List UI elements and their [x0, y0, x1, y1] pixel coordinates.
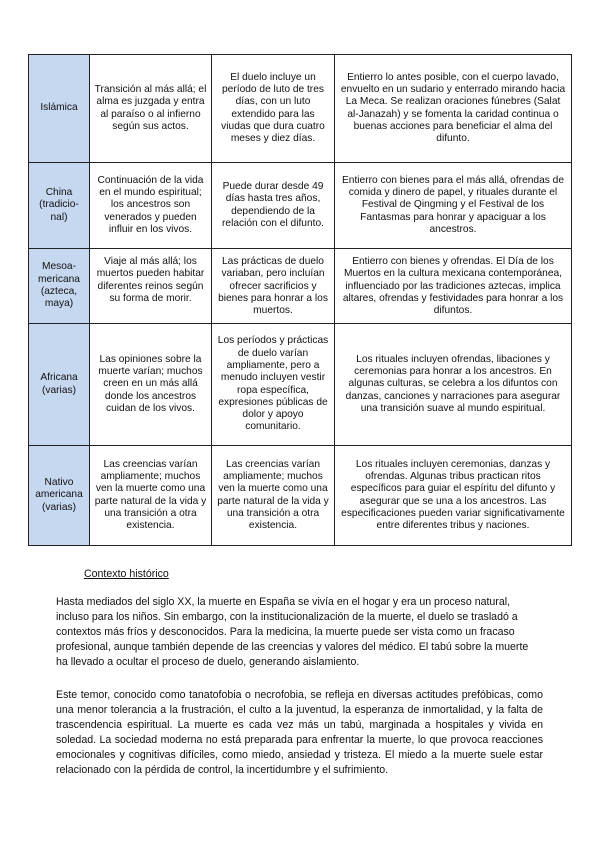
table-row — [29, 249, 572, 324]
table-row — [29, 324, 572, 446]
mourning-cell: Las prácticas de duelo variaban, pero incluían ofrecer sacrificios y bienes para honrar a los muertos. — [212, 249, 335, 324]
mourning-cell: El duelo incluye un período de luto de tres días, con un luto extendido para las viudas que dura cuatro meses y diez días. — [212, 55, 335, 163]
table-row — [29, 163, 572, 249]
region-cell: Mesoa-mericana (azteca, maya) — [29, 249, 90, 324]
belief-cell: Las creencias varían ampliamente; muchos ven la muerte como una parte natural de la vida y una transición a otra existencia. — [90, 446, 212, 546]
region-cell: China (tradicio-nal) — [29, 163, 90, 249]
belief-cell: Las opiniones sobre la muerte varían; muchos creen en un más allá donde los ancestros cuidan de los vivos. — [90, 324, 212, 446]
belief-cell: Continuación de la vida en el mundo espiritual; los ancestros son venerados y pueden influir en los vivos. — [90, 163, 212, 249]
region-cell: Nativo americana (varias) — [29, 446, 90, 546]
belief-cell: Transición al más allá; el alma es juzgada y entra al paraíso o al infierno según sus actos. — [90, 55, 212, 163]
section-heading: Contexto histórico — [84, 568, 169, 580]
paragraph-history: Hasta mediados del siglo XX, la muerte en España se vivía en el hogar y era un proceso natural, incluso para los niños. Sin embargo, con la institucionalización de la muerte, el duelo se trasladó a contextos más fríos y desconocidos. Para la medicina, la muerte puede ser vista como un fracaso profesional, aunque también depende de las creencias y valores del médico. El tabú sobre la muerte ha llevado a ocultar el proceso de duelo, generando aislamiento. — [56, 596, 529, 669]
mourning-cell: Las creencias varían ampliamente; muchos ven la muerte como una parte natural de la vida y una transición a otra existencia. — [212, 446, 335, 546]
rituals-cell: Los rituales incluyen ofrendas, libaciones y ceremonias para honrar a los ancestros. En algunas culturas, se celebra a los difuntos con danzas, canciones y narraciones para asegurar una transición suave al mundo espiritual. — [335, 324, 572, 446]
table-row — [29, 55, 572, 163]
region-cell: Islámica — [29, 55, 90, 163]
mourning-cell: Los períodos y prácticas de duelo varían ampliamente, pero a menudo incluyen vestir ropa específica, expresiones públicas de dolor y apoyo comunitario. — [212, 324, 335, 446]
rituals-cell: Entierro con bienes para el más allá, ofrendas de comida y dinero de papel, y rituales durante el Festival de Qingming y el Festival de los Fantasmas para honrar y apaciguar a los ancestros. — [335, 163, 572, 249]
mourning-cell: Puede durar desde 49 días hasta tres años, dependiendo de la relación con el difunto. — [212, 163, 335, 249]
region-cell: Africana (varias) — [29, 324, 90, 446]
paragraph-fear: Este temor, conocido como tanatofobia o necrofobia, se refleja en diversas actitudes prefóbicas, como una menor tolerancia a la frustración, el culto a la juventud, la esperanza de inmortalidad, y la falta de trascendencia espiritual. La muerte es cada vez más un tabú, marginada a hospitales y vivida en soledad. La sociedad moderna no está preparada para enfrentar la muerte, lo que provoca reacciones emocionales y cognitivas difíciles, como miedo, ansiedad y tristeza. El miedo a la muerte suele estar relacionado con la pérdida de control, la incertidumbre y el sufrimiento. — [56, 689, 543, 777]
rituals-cell: Entierro lo antes posible, con el cuerpo lavado, envuelto en un sudario y enterrado mirando hacia La Meca. Se realizan oraciones fúnebres (Salat al-Janazah) y se fomenta la caridad continua o buenas acciones para beneficiar el alma del difunto. — [335, 55, 572, 163]
belief-cell: Viaje al más allá; los muertos pueden habitar diferentes reinos según su forma de morir. — [90, 249, 212, 324]
table-row — [29, 446, 572, 546]
rituals-cell: Los rituales incluyen ceremonias, danzas y ofrendas. Algunas tribus practican ritos específicos para guiar el espíritu del difunto y asegurar que se una a los ancestros. Las especificaciones pueden variar significativamente entre diferentes tribus y naciones. — [335, 446, 572, 546]
rituals-cell: Entierro con bienes y ofrendas. El Día de los Muertos en la cultura mexicana contemporánea, influenciado por las tradiciones aztecas, implica altares, ofrendas y festividades para honrar a los difuntos. — [335, 249, 572, 324]
death-rituals-table — [28, 54, 572, 546]
